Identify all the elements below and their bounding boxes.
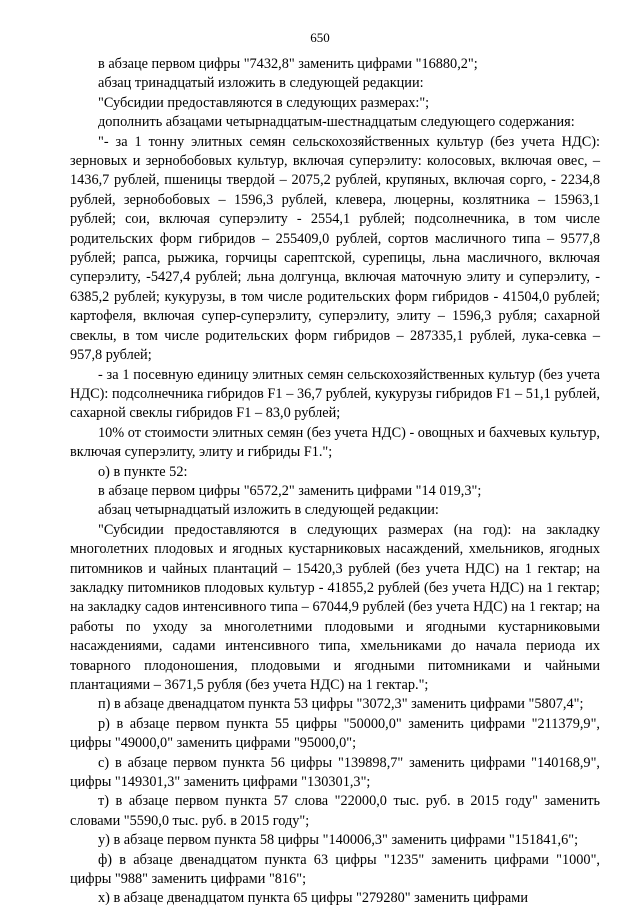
paragraph: 10% от стоимости элитных семян (без учета НДС) - овощных и бахчевых культур, включая суперэлиту, элиту и гибриды F1."; bbox=[70, 424, 600, 461]
paragraph: абзац четырнадцатый изложить в следующей редакции: bbox=[98, 502, 439, 519]
document-body bbox=[70, 55, 600, 909]
paragraph: в абзаце первом цифры "7432,8" заменить цифрами "16880,2"; bbox=[98, 56, 478, 72]
paragraph: ф) в абзаце двенадцатом пункта 63 цифры "1235" заменить цифрами "1000", цифры "988" заменить цифрами "816"; bbox=[70, 851, 600, 888]
paragraph: дополнить абзацами четырнадцатым-шестнадцатым следующего содержания: bbox=[98, 114, 575, 131]
paragraph: р) в абзаце первом пункта 55 цифры "50000,0" заменить цифрами "211379,9", цифры "49000,0" заменить цифрами "95000,0"; bbox=[70, 715, 600, 752]
paragraph: "- за 1 тонну элитных семян сельскохозяйственных культур (без учета НДС): зерновых и зернобобовых культур, включая суперэлиту: колосовых, включая овес, – 1436,7 рублей, пшеницы твердой – 2075,2 рублей, крупяных, включая сорго, - 2234,8 рублей, зернобобовых – 1596,3 рублей, клевера, люцерны, козлятника – 15963,1 рублей; сои, включая суперэлиту - 2554,1 рублей; подсолнечника, в том числе родительских форм гибридов – 255409,0 рублей, сортов масличного типа – 9577,8 рублей; рапса, рыжика, горчицы сарептской, сурепицы, льна масличного, включая суперэлиту, -5427,4 рублей; льна долгунца, включая маточную элиту и суперэлиту, - 6385,2 рублей; кукурузы, в том числе родительских форм гибридов - 41504,0 рублей; картофеля, включая супер-суперэлиту, суперэлиту, элиту – 1596,3 рубля; сахарной свеклы, в том числе родительских форм гибридов – 287335,1 рублей, лука-севка – 957,8 рублей; bbox=[70, 133, 600, 364]
paragraph: у) в абзаце первом пункта 58 цифры "140006,3" заменить цифрами "151841,6"; bbox=[98, 832, 579, 849]
paragraph: абзац тринадцатый изложить в следующей редакции: bbox=[98, 75, 424, 92]
paragraph: т) в абзаце первом пункта 57 слова "22000,0 тыс. руб. в 2015 году" заменить словами "5590,0 тыс. руб. в 2015 году"; bbox=[70, 793, 600, 829]
paragraph: "Субсидии предоставляются в следующих размерах (на год): на закладку многолетних плодовых и ягодных кустарниковых насаждений, хмельников, ягодных питомников и чайных плантаций – 15420,3 рублей (без учета НДС) на 1 гектар; на закладку питомников плодовых культур - 41855,2 рублей (без учета НДС) на 1 гектар; на закладку садов интенсивного типа – 67044,9 рублей (без учета НДС) на 1 гектар; на работы по уходу за многолетними плодовыми и ягодными кустарниковыми насаждениями, садами интенсивного типа, хмельниками до начала периода их товарного плодоношения, плодовыми и ягодными питомниками и чайными плантациями – 3671,5 рубля (без учета НДС) на 1 гектар."; bbox=[70, 521, 600, 693]
paragraph: п) в абзаце двенадцатом пункта 53 цифры "3072,3" заменить цифрами "5807,4"; bbox=[98, 696, 584, 713]
paragraph: о) в пункте 52: bbox=[98, 463, 188, 480]
paragraph: в абзаце первом цифры "6572,2" заменить цифрами "14 019,3"; bbox=[98, 482, 482, 499]
paragraph: с) в абзаце первом пункта 56 цифры "139898,7" заменить цифрами "140168,9", цифры "149301,3" заменить цифрами "130301,3"; bbox=[70, 754, 600, 791]
paragraph: "Субсидии предоставляются в следующих размерах:"; bbox=[98, 94, 430, 111]
page-number: 650 bbox=[310, 30, 330, 45]
paragraph: х) в абзаце двенадцатом пункта 65 цифры "279280" заменить цифрами bbox=[98, 890, 528, 907]
paragraph: - за 1 посевную единицу элитных семян сельскохозяйственных культур (без учета НДС): подсолнечника гибридов F1 – 36,7 рублей, кукурузы гибридов F1 – 51,1 рублей, сахарной свеклы гибридов F1 – 83,0 рублей; bbox=[70, 366, 600, 422]
